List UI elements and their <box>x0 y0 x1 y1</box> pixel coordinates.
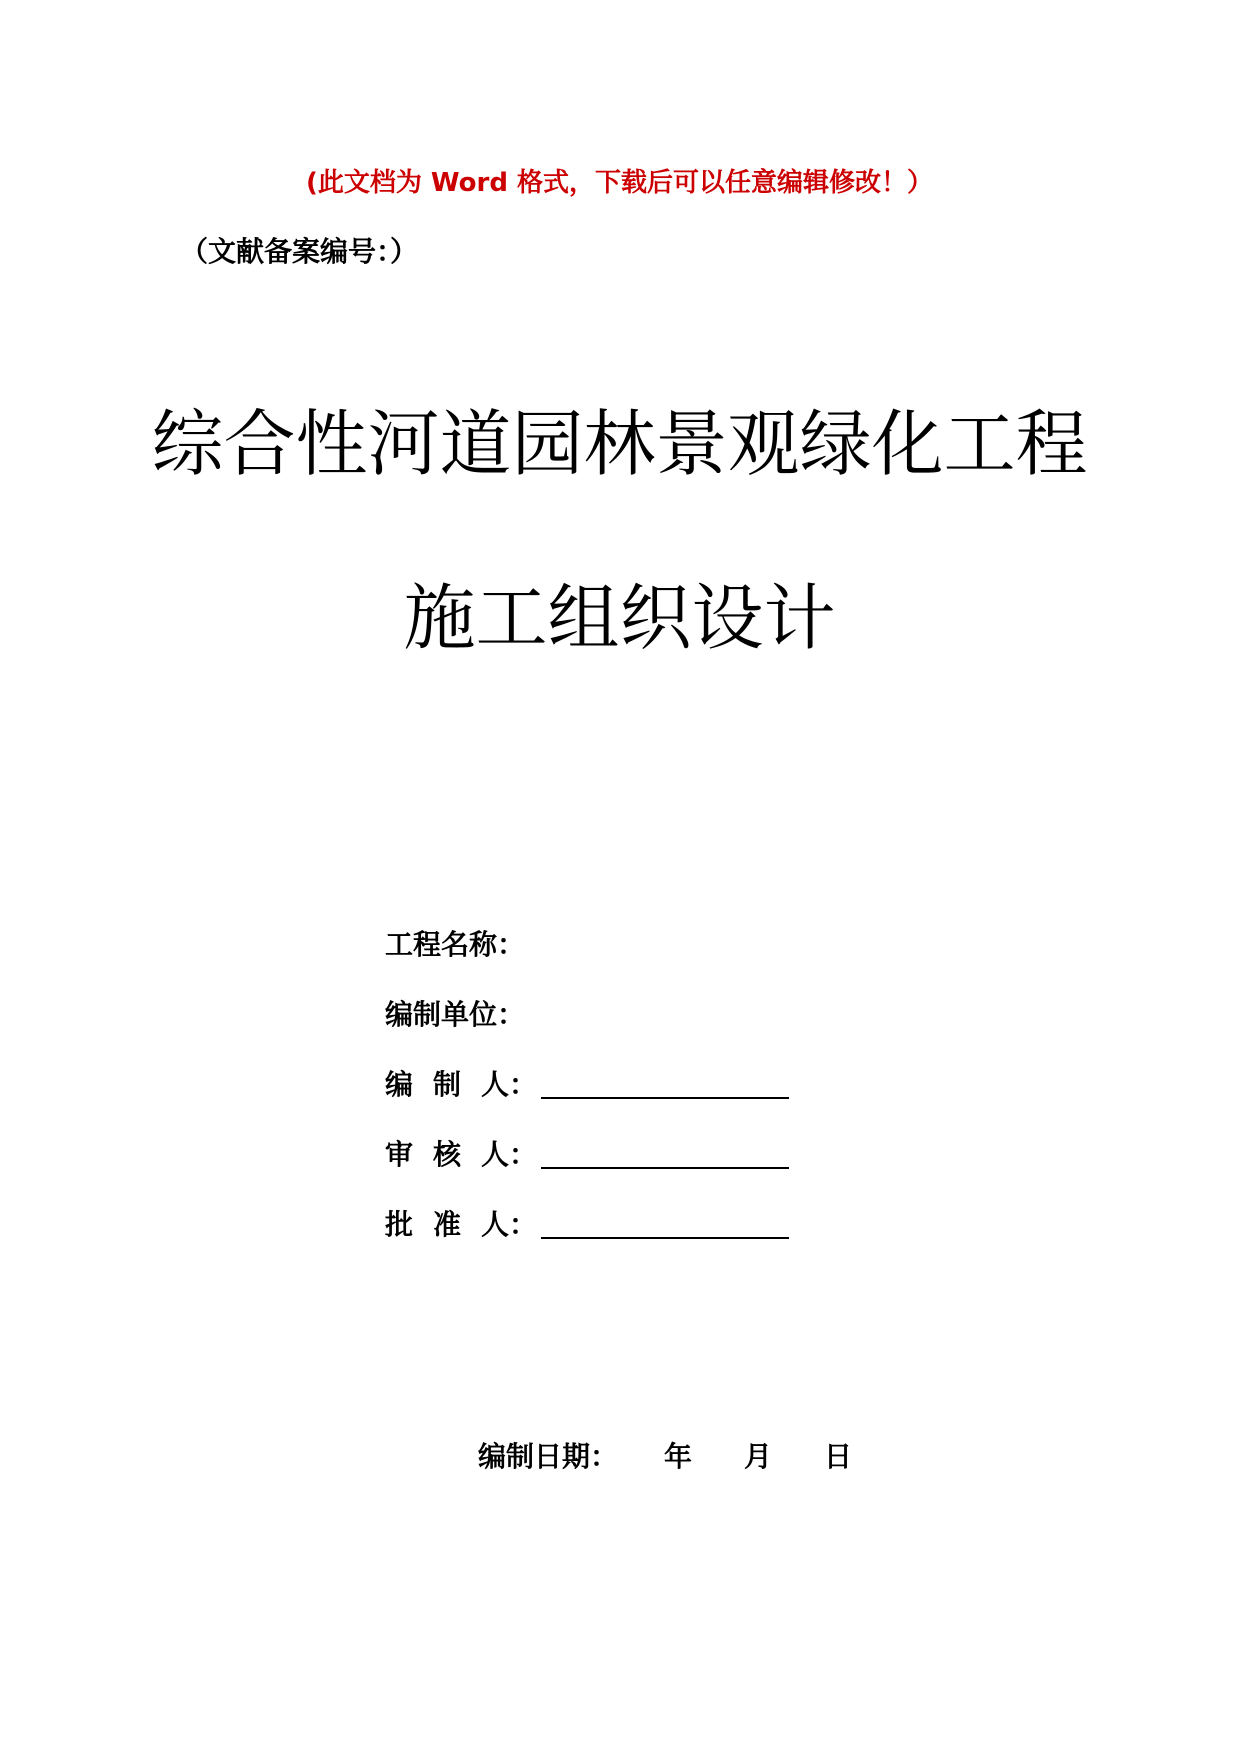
document-title-line-1: 综合性河道园林景观绿化工程 <box>151 402 1088 486</box>
compile-date-row <box>478 1437 852 1477</box>
reviewer-field <box>385 1118 865 1188</box>
compiler-blank-line[interactable] <box>541 1067 789 1099</box>
compiling-unit-field <box>385 978 865 1048</box>
word-format-notice: (此文档为 Word 格式，下载后可以任意编辑修改！） <box>305 168 934 198</box>
compiler-label <box>385 1063 537 1103</box>
reviewer-label-char-1: 审 <box>385 1138 414 1171</box>
date-day: 日 <box>824 1440 853 1473</box>
compiler-label-char-1: 编 <box>385 1068 414 1101</box>
compiler-field <box>385 1048 865 1118</box>
date-year: 年 <box>664 1440 693 1473</box>
approver-label-char-3: 人： <box>480 1208 537 1241</box>
approver-blank-line[interactable] <box>541 1207 789 1239</box>
reviewer-label <box>385 1133 537 1173</box>
compile-date-label: 编制日期： <box>478 1440 619 1473</box>
document-title-line-2: 施工组织设计 <box>403 576 836 660</box>
reviewer-label-char-2: 核 <box>432 1138 461 1171</box>
compiler-label-char-2: 制 <box>432 1068 461 1101</box>
approver-label <box>385 1203 537 1243</box>
signature-fields <box>385 908 865 1258</box>
approver-field <box>385 1188 865 1258</box>
approver-label-char-1: 批 <box>385 1208 414 1241</box>
approver-label-char-2: 准 <box>432 1208 461 1241</box>
compiling-unit-label: 编制单位： <box>385 998 526 1031</box>
compiler-label-char-3: 人： <box>480 1068 537 1101</box>
reviewer-label-char-3: 人： <box>480 1138 537 1171</box>
date-month: 月 <box>744 1440 773 1473</box>
project-name-field <box>385 908 865 978</box>
filing-number-label: （文献备案编号：） <box>180 235 419 268</box>
reviewer-blank-line[interactable] <box>541 1137 789 1169</box>
project-name-label: 工程名称： <box>385 928 526 961</box>
